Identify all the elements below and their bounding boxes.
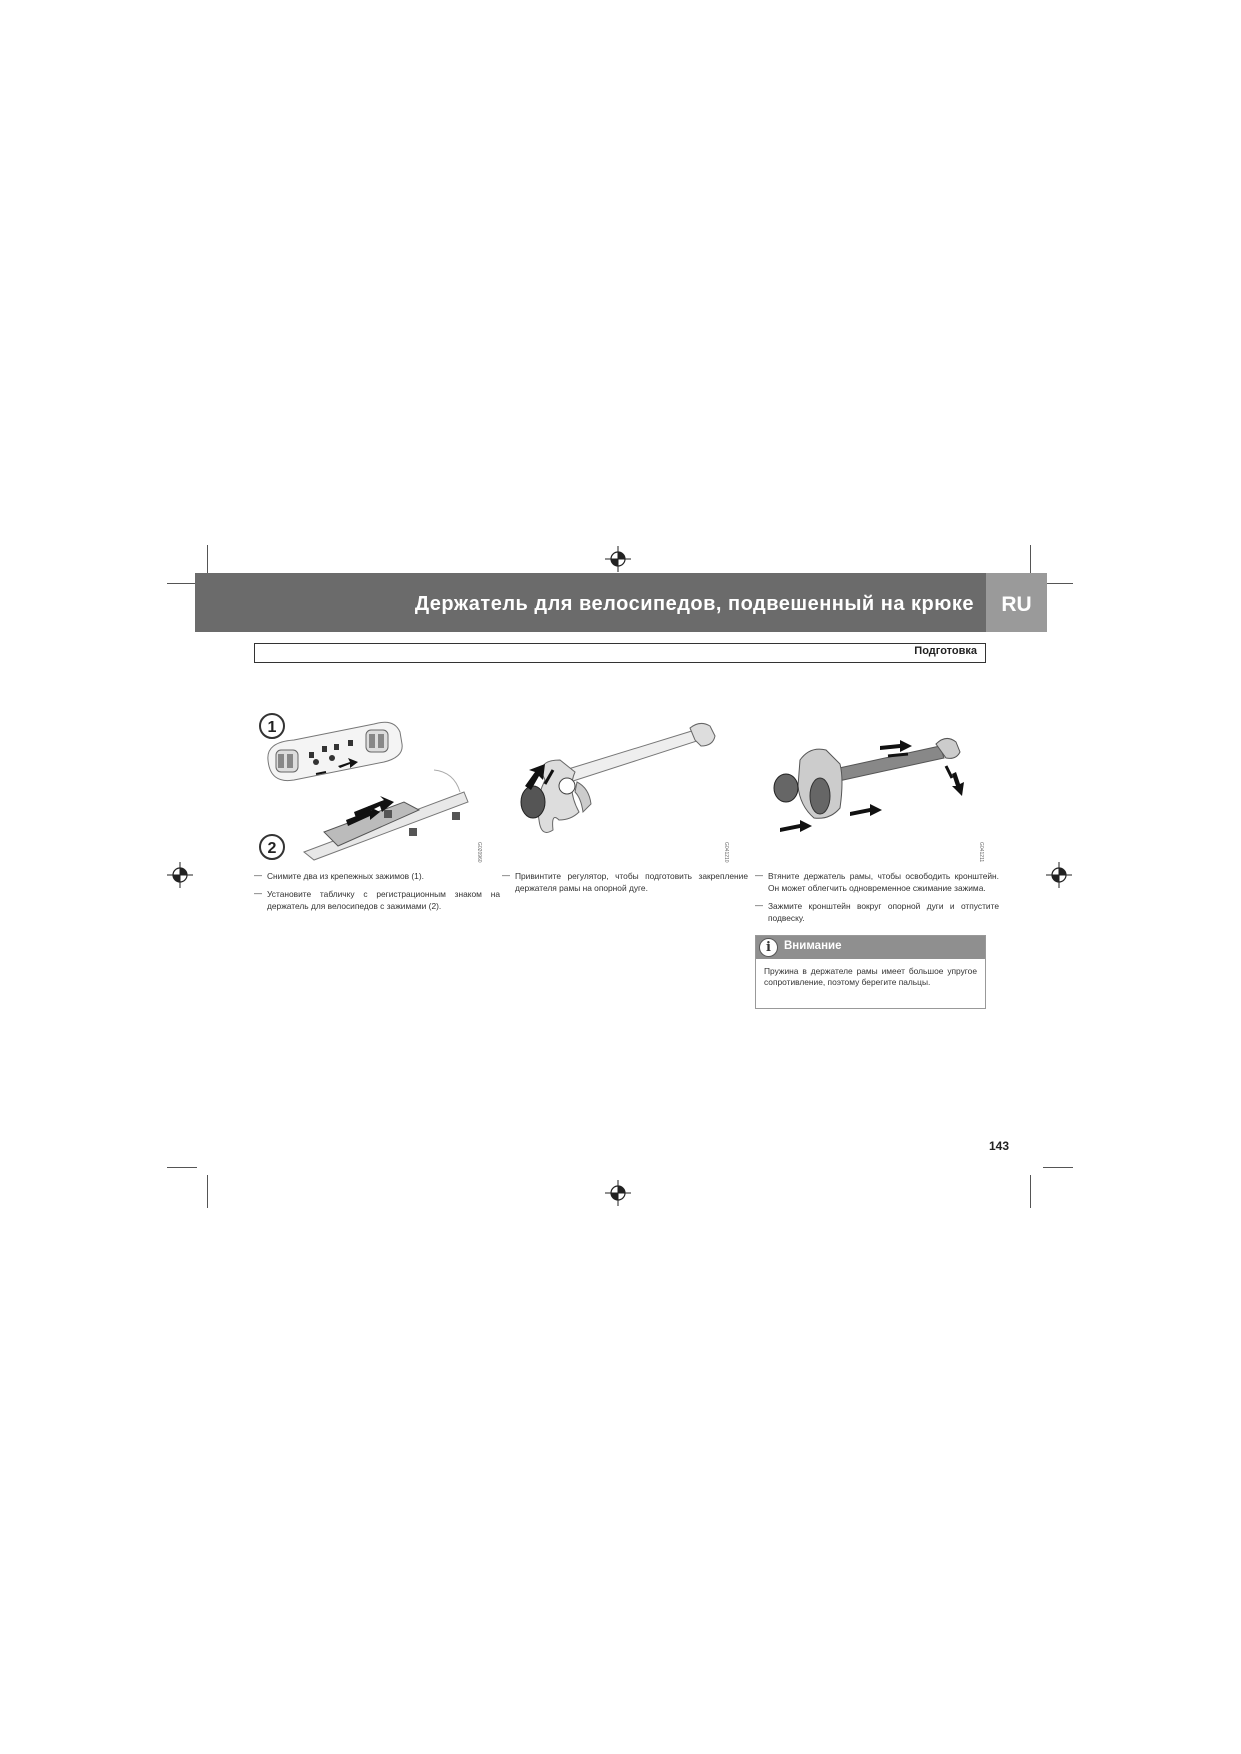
registration-mark-icon [605,1180,631,1206]
crop-mark [1043,583,1073,584]
figure-step-1-label: 1 [267,719,277,736]
registration-mark-icon [605,546,631,572]
page-title: Держатель для велосипедов, подвешенный на крюке [414,593,974,615]
instruction-step: — Установите табличку с регистрационным знаком на держатель для велосипедов с зажимами (2). [254,888,500,912]
note-text: Пружина в держателе рамы имеет большое упругое сопротивление, поэтому берегите пальцы. [764,966,977,987]
middle-column [502,870,748,900]
figure-code: G041211 [978,842,984,863]
figure-license-plate-mounting [254,702,476,862]
language-tab [986,573,1047,632]
note-header [756,936,985,959]
figure-code: G041210 [723,842,729,863]
section-title: Подготовка [914,645,977,657]
crop-mark [167,583,197,584]
crop-mark [167,1167,197,1168]
crop-mark [1030,1175,1031,1208]
figure-code: G020960 [476,842,482,863]
page-number: 143 [989,1139,1010,1153]
crop-mark [207,1175,208,1208]
registration-mark-icon [1046,862,1072,888]
instruction-step: — Зажмите кронштейн вокруг опорной дуги и отпустите подвеску. [755,900,999,924]
figure-frame-holder-pull [760,720,980,850]
language-tab-label: RU [1001,593,1032,616]
warning-note [755,935,986,1009]
section-header [254,643,986,663]
figure-frame-holder-adjuster [505,720,725,850]
instruction-step: — Снимите два из крепежных зажимов (1). [254,870,500,882]
instruction-step: — Привинтите регулятор, чтобы подготовить закрепление держателя рамы на опорной дуге. [502,870,748,894]
figure-step-2-label: 2 [267,840,277,857]
header-bar [195,573,1047,632]
crop-mark [1043,1167,1073,1168]
instruction-step: — Втяните держатель рамы, чтобы освободить кронштейн. Он может облегчить одновременное сжимание зажима. [755,870,999,894]
right-column [755,870,999,930]
note-heading: Внимание [784,940,842,952]
left-column [254,870,500,918]
registration-mark-icon [167,862,193,888]
info-icon: i [759,938,778,957]
